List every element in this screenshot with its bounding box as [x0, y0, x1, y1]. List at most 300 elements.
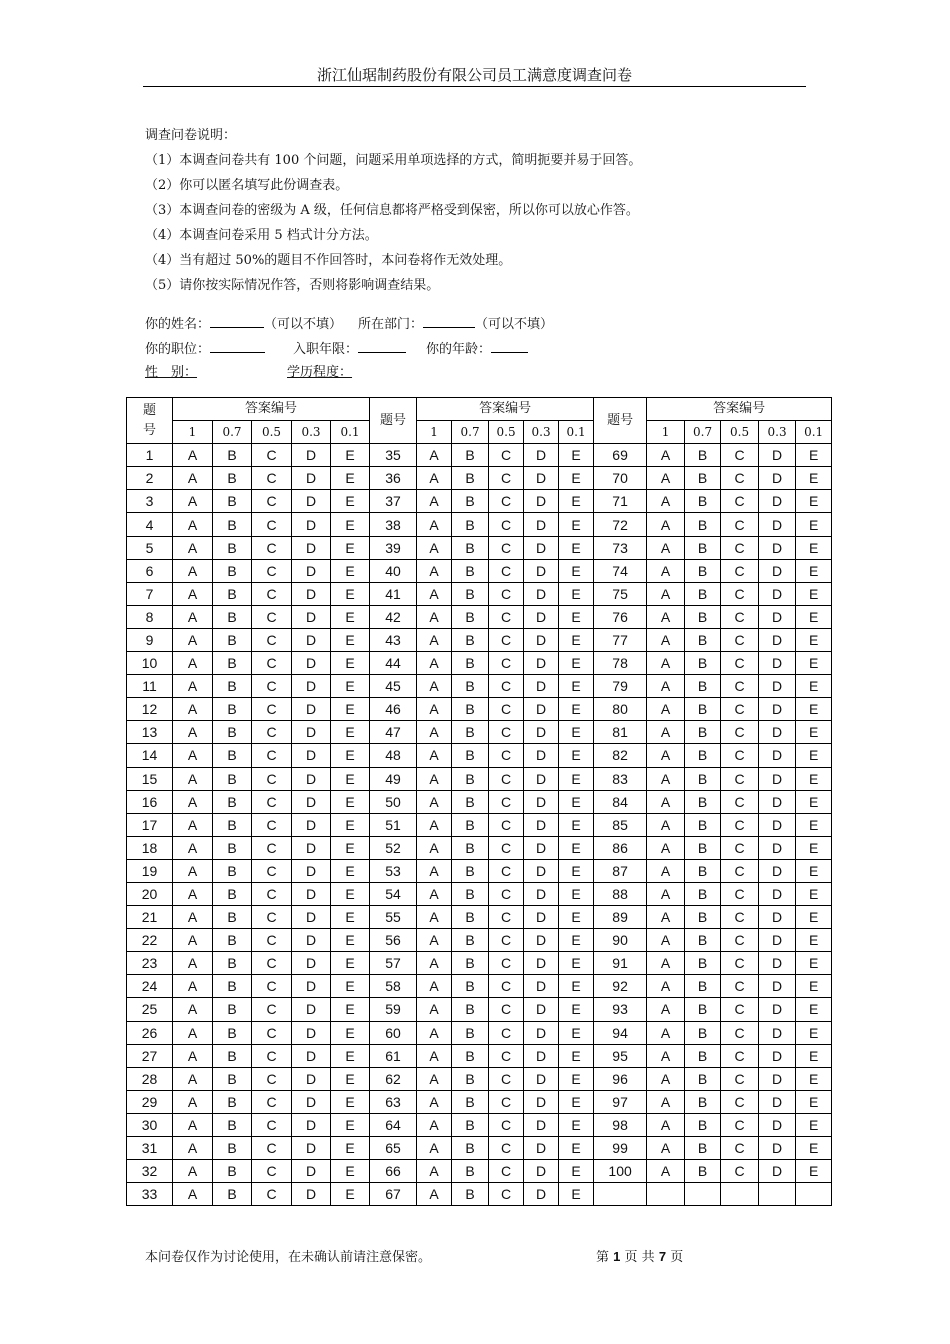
answer-option[interactable]: E: [559, 1137, 594, 1160]
department-field[interactable]: [423, 313, 475, 328]
answer-option[interactable]: B: [685, 1067, 721, 1090]
answer-option[interactable]: E: [796, 859, 832, 882]
answer-option[interactable]: B: [685, 744, 721, 767]
answer-option[interactable]: A: [647, 467, 685, 490]
answer-option[interactable]: A: [173, 813, 213, 836]
answer-option[interactable]: C: [721, 836, 759, 859]
answer-option[interactable]: C: [252, 1044, 292, 1067]
answer-option[interactable]: B: [213, 790, 252, 813]
answer-option[interactable]: D: [759, 490, 796, 513]
answer-option[interactable]: C: [252, 628, 292, 651]
answer-option[interactable]: B: [213, 1090, 252, 1113]
answer-option[interactable]: D: [524, 1137, 559, 1160]
answer-option[interactable]: E: [796, 444, 832, 467]
answer-option[interactable]: D: [292, 628, 331, 651]
answer-option[interactable]: B: [213, 859, 252, 882]
answer-option[interactable]: B: [213, 1044, 252, 1067]
answer-option[interactable]: D: [524, 1183, 559, 1206]
answer-option[interactable]: A: [417, 1021, 452, 1044]
answer-option[interactable]: D: [759, 1044, 796, 1067]
answer-option[interactable]: A: [173, 675, 213, 698]
answer-option[interactable]: B: [213, 929, 252, 952]
answer-option[interactable]: A: [647, 1160, 685, 1183]
answer-option[interactable]: C: [721, 767, 759, 790]
answer-option[interactable]: B: [452, 1090, 489, 1113]
answer-option[interactable]: B: [213, 652, 252, 675]
answer-option[interactable]: A: [173, 929, 213, 952]
answer-option[interactable]: D: [524, 536, 559, 559]
answer-option[interactable]: E: [331, 1067, 370, 1090]
answer-option[interactable]: D: [524, 998, 559, 1021]
answer-option[interactable]: E: [331, 1044, 370, 1067]
answer-option[interactable]: B: [213, 698, 252, 721]
answer-option[interactable]: D: [759, 721, 796, 744]
answer-option[interactable]: A: [647, 998, 685, 1021]
answer-option[interactable]: D: [292, 1183, 331, 1206]
answer-option[interactable]: A: [647, 513, 685, 536]
answer-option[interactable]: D: [759, 652, 796, 675]
answer-option[interactable]: C: [252, 859, 292, 882]
answer-option[interactable]: C: [721, 605, 759, 628]
answer-option[interactable]: A: [647, 790, 685, 813]
answer-option[interactable]: B: [213, 628, 252, 651]
answer-option[interactable]: D: [524, 628, 559, 651]
answer-option[interactable]: C: [489, 1137, 524, 1160]
answer-option[interactable]: C: [489, 467, 524, 490]
answer-option[interactable]: C: [489, 790, 524, 813]
answer-option[interactable]: E: [331, 605, 370, 628]
answer-option[interactable]: A: [173, 975, 213, 998]
answer-option[interactable]: E: [559, 790, 594, 813]
answer-option[interactable]: E: [796, 790, 832, 813]
answer-option[interactable]: E: [331, 675, 370, 698]
answer-option[interactable]: A: [647, 628, 685, 651]
answer-option[interactable]: B: [213, 513, 252, 536]
answer-option[interactable]: C: [252, 813, 292, 836]
answer-option[interactable]: D: [524, 882, 559, 905]
answer-option[interactable]: B: [685, 490, 721, 513]
answer-option[interactable]: C: [489, 444, 524, 467]
answer-option[interactable]: A: [173, 467, 213, 490]
answer-option[interactable]: D: [759, 790, 796, 813]
answer-option[interactable]: D: [524, 952, 559, 975]
answer-option[interactable]: A: [417, 929, 452, 952]
answer-option[interactable]: B: [452, 582, 489, 605]
answer-option[interactable]: A: [417, 467, 452, 490]
answer-option[interactable]: D: [759, 1067, 796, 1090]
answer-option[interactable]: D: [524, 836, 559, 859]
answer-option[interactable]: B: [213, 767, 252, 790]
answer-option[interactable]: D: [292, 975, 331, 998]
answer-option[interactable]: C: [252, 1137, 292, 1160]
answer-option[interactable]: D: [292, 1113, 331, 1136]
name-field[interactable]: [210, 313, 264, 328]
answer-option[interactable]: D: [292, 882, 331, 905]
answer-option[interactable]: C: [489, 906, 524, 929]
answer-option[interactable]: E: [331, 582, 370, 605]
answer-option[interactable]: C: [252, 536, 292, 559]
answer-option[interactable]: D: [524, 467, 559, 490]
answer-option[interactable]: B: [685, 467, 721, 490]
answer-option[interactable]: B: [213, 605, 252, 628]
answer-option[interactable]: D: [759, 559, 796, 582]
answer-option[interactable]: D: [292, 1160, 331, 1183]
answer-option[interactable]: A: [417, 675, 452, 698]
answer-option[interactable]: A: [173, 1021, 213, 1044]
answer-option[interactable]: D: [759, 998, 796, 1021]
answer-option[interactable]: A: [647, 813, 685, 836]
answer-option[interactable]: E: [559, 444, 594, 467]
answer-option[interactable]: E: [331, 536, 370, 559]
answer-option[interactable]: B: [685, 1044, 721, 1067]
answer-option[interactable]: B: [685, 1113, 721, 1136]
answer-option[interactable]: D: [524, 929, 559, 952]
answer-option[interactable]: A: [647, 1137, 685, 1160]
answer-option[interactable]: D: [292, 1137, 331, 1160]
answer-option[interactable]: E: [331, 998, 370, 1021]
answer-option[interactable]: C: [252, 906, 292, 929]
answer-option[interactable]: E: [331, 513, 370, 536]
answer-option[interactable]: C: [721, 1160, 759, 1183]
answer-option[interactable]: B: [452, 836, 489, 859]
answer-option[interactable]: E: [559, 559, 594, 582]
answer-option[interactable]: C: [489, 490, 524, 513]
answer-option[interactable]: D: [759, 536, 796, 559]
answer-option[interactable]: A: [173, 605, 213, 628]
answer-option[interactable]: C: [489, 1067, 524, 1090]
answer-option[interactable]: E: [796, 952, 832, 975]
answer-option[interactable]: C: [252, 444, 292, 467]
answer-option[interactable]: D: [292, 1044, 331, 1067]
answer-option[interactable]: B: [213, 744, 252, 767]
answer-option[interactable]: C: [252, 767, 292, 790]
answer-option[interactable]: C: [252, 652, 292, 675]
answer-option[interactable]: C: [721, 582, 759, 605]
answer-option[interactable]: E: [796, 467, 832, 490]
answer-option[interactable]: C: [252, 582, 292, 605]
answer-option[interactable]: E: [559, 882, 594, 905]
answer-option[interactable]: E: [331, 813, 370, 836]
answer-option[interactable]: E: [796, 1067, 832, 1090]
answer-option[interactable]: B: [685, 859, 721, 882]
answer-option[interactable]: E: [559, 836, 594, 859]
answer-option[interactable]: E: [331, 952, 370, 975]
answer-option[interactable]: A: [417, 652, 452, 675]
answer-option[interactable]: C: [489, 813, 524, 836]
answer-option[interactable]: B: [213, 975, 252, 998]
answer-option[interactable]: D: [759, 467, 796, 490]
answer-option[interactable]: B: [213, 536, 252, 559]
answer-option[interactable]: D: [524, 859, 559, 882]
answer-option[interactable]: B: [452, 1137, 489, 1160]
answer-option[interactable]: B: [685, 836, 721, 859]
answer-option[interactable]: E: [331, 790, 370, 813]
answer-option[interactable]: C: [252, 998, 292, 1021]
answer-option[interactable]: C: [721, 652, 759, 675]
answer-option[interactable]: B: [685, 998, 721, 1021]
answer-option[interactable]: A: [417, 1113, 452, 1136]
answer-option[interactable]: D: [292, 859, 331, 882]
answer-option[interactable]: D: [759, 859, 796, 882]
answer-option[interactable]: A: [173, 1183, 213, 1206]
answer-option[interactable]: C: [721, 698, 759, 721]
answer-option[interactable]: E: [796, 975, 832, 998]
answer-option[interactable]: A: [647, 444, 685, 467]
answer-option[interactable]: C: [252, 605, 292, 628]
answer-option[interactable]: A: [417, 1067, 452, 1090]
answer-option[interactable]: B: [452, 559, 489, 582]
answer-option[interactable]: E: [559, 536, 594, 559]
answer-option[interactable]: A: [647, 490, 685, 513]
answer-option[interactable]: C: [252, 513, 292, 536]
answer-option[interactable]: A: [647, 906, 685, 929]
answer-option[interactable]: A: [647, 836, 685, 859]
answer-option[interactable]: B: [213, 1021, 252, 1044]
answer-option[interactable]: E: [331, 1113, 370, 1136]
answer-option[interactable]: A: [647, 605, 685, 628]
answer-option[interactable]: D: [524, 1113, 559, 1136]
answer-option[interactable]: D: [524, 975, 559, 998]
answer-option[interactable]: A: [173, 1137, 213, 1160]
answer-option[interactable]: B: [452, 744, 489, 767]
answer-option[interactable]: D: [292, 582, 331, 605]
answer-option[interactable]: B: [685, 1090, 721, 1113]
answer-option[interactable]: A: [417, 444, 452, 467]
answer-option[interactable]: A: [173, 1067, 213, 1090]
answer-option[interactable]: A: [173, 790, 213, 813]
answer-option[interactable]: D: [759, 444, 796, 467]
answer-option[interactable]: A: [173, 559, 213, 582]
answer-option[interactable]: B: [452, 721, 489, 744]
answer-option[interactable]: E: [796, 906, 832, 929]
answer-option[interactable]: E: [796, 559, 832, 582]
answer-option[interactable]: A: [173, 836, 213, 859]
answer-option[interactable]: B: [452, 536, 489, 559]
answer-option[interactable]: D: [759, 813, 796, 836]
answer-option[interactable]: D: [759, 975, 796, 998]
answer-option[interactable]: E: [559, 767, 594, 790]
answer-option[interactable]: C: [489, 1021, 524, 1044]
answer-option[interactable]: A: [417, 906, 452, 929]
answer-option[interactable]: D: [524, 652, 559, 675]
answer-option[interactable]: E: [796, 998, 832, 1021]
answer-option[interactable]: D: [524, 744, 559, 767]
answer-option[interactable]: C: [252, 721, 292, 744]
answer-option[interactable]: B: [452, 929, 489, 952]
answer-option[interactable]: D: [292, 836, 331, 859]
answer-option[interactable]: E: [796, 675, 832, 698]
answer-option[interactable]: A: [647, 952, 685, 975]
answer-option[interactable]: D: [292, 721, 331, 744]
answer-option[interactable]: C: [252, 790, 292, 813]
answer-option[interactable]: E: [796, 1044, 832, 1067]
answer-option[interactable]: B: [452, 1183, 489, 1206]
answer-option[interactable]: C: [489, 698, 524, 721]
answer-option[interactable]: D: [292, 675, 331, 698]
answer-option[interactable]: E: [796, 698, 832, 721]
answer-option[interactable]: B: [452, 790, 489, 813]
answer-option[interactable]: D: [759, 836, 796, 859]
answer-option[interactable]: D: [524, 1090, 559, 1113]
answer-option[interactable]: B: [452, 698, 489, 721]
answer-option[interactable]: B: [452, 1160, 489, 1183]
answer-option[interactable]: A: [417, 698, 452, 721]
answer-option[interactable]: A: [647, 721, 685, 744]
answer-option[interactable]: D: [292, 767, 331, 790]
answer-option[interactable]: E: [331, 490, 370, 513]
answer-option[interactable]: C: [252, 744, 292, 767]
answer-option[interactable]: A: [647, 1044, 685, 1067]
answer-option[interactable]: C: [721, 859, 759, 882]
answer-option[interactable]: C: [721, 513, 759, 536]
answer-option[interactable]: B: [213, 444, 252, 467]
answer-option[interactable]: E: [559, 952, 594, 975]
answer-option[interactable]: B: [685, 652, 721, 675]
answer-option[interactable]: E: [331, 652, 370, 675]
answer-option[interactable]: B: [213, 721, 252, 744]
answer-option[interactable]: D: [759, 744, 796, 767]
answer-option[interactable]: C: [489, 882, 524, 905]
answer-option[interactable]: D: [524, 906, 559, 929]
answer-option[interactable]: A: [173, 536, 213, 559]
answer-option[interactable]: E: [331, 559, 370, 582]
answer-option[interactable]: C: [489, 1160, 524, 1183]
answer-option[interactable]: C: [721, 675, 759, 698]
answer-option[interactable]: A: [417, 836, 452, 859]
answer-option[interactable]: A: [417, 1160, 452, 1183]
answer-option[interactable]: B: [685, 559, 721, 582]
answer-option[interactable]: B: [685, 675, 721, 698]
answer-option[interactable]: B: [452, 675, 489, 698]
answer-option[interactable]: D: [759, 675, 796, 698]
answer-option[interactable]: C: [489, 859, 524, 882]
answer-option[interactable]: E: [331, 929, 370, 952]
answer-option[interactable]: C: [721, 998, 759, 1021]
answer-option[interactable]: E: [796, 582, 832, 605]
answer-option[interactable]: A: [647, 1113, 685, 1136]
answer-option[interactable]: D: [759, 1021, 796, 1044]
answer-option[interactable]: E: [796, 513, 832, 536]
answer-option[interactable]: E: [796, 744, 832, 767]
answer-option[interactable]: C: [252, 1160, 292, 1183]
answer-option[interactable]: B: [685, 513, 721, 536]
answer-option[interactable]: C: [721, 790, 759, 813]
answer-option[interactable]: C: [721, 467, 759, 490]
answer-option[interactable]: A: [173, 1113, 213, 1136]
answer-option[interactable]: B: [685, 628, 721, 651]
answer-option[interactable]: B: [452, 490, 489, 513]
answer-option[interactable]: D: [524, 513, 559, 536]
answer-option[interactable]: E: [796, 767, 832, 790]
answer-option[interactable]: E: [559, 467, 594, 490]
answer-option[interactable]: E: [331, 975, 370, 998]
answer-option[interactable]: B: [452, 813, 489, 836]
answer-option[interactable]: E: [331, 467, 370, 490]
answer-option[interactable]: B: [685, 444, 721, 467]
answer-option[interactable]: A: [173, 490, 213, 513]
answer-option[interactable]: E: [331, 1183, 370, 1206]
answer-option[interactable]: B: [213, 1067, 252, 1090]
answer-option[interactable]: C: [721, 744, 759, 767]
answer-option[interactable]: D: [292, 605, 331, 628]
answer-option[interactable]: D: [759, 767, 796, 790]
answer-option[interactable]: D: [292, 490, 331, 513]
answer-option[interactable]: D: [759, 906, 796, 929]
answer-option[interactable]: E: [796, 1160, 832, 1183]
answer-option[interactable]: B: [213, 836, 252, 859]
answer-option[interactable]: A: [173, 767, 213, 790]
answer-option[interactable]: C: [721, 1067, 759, 1090]
answer-option[interactable]: A: [647, 698, 685, 721]
answer-option[interactable]: C: [252, 836, 292, 859]
answer-option[interactable]: E: [331, 836, 370, 859]
answer-option[interactable]: D: [292, 790, 331, 813]
answer-option[interactable]: C: [721, 559, 759, 582]
answer-option[interactable]: B: [213, 559, 252, 582]
answer-option[interactable]: E: [796, 490, 832, 513]
answer-option[interactable]: D: [524, 813, 559, 836]
answer-option[interactable]: E: [559, 1067, 594, 1090]
answer-option[interactable]: E: [331, 1021, 370, 1044]
answer-option[interactable]: E: [559, 605, 594, 628]
answer-option[interactable]: C: [489, 721, 524, 744]
answer-option[interactable]: A: [647, 1067, 685, 1090]
answer-option[interactable]: B: [213, 675, 252, 698]
answer-option[interactable]: C: [489, 929, 524, 952]
answer-option[interactable]: A: [417, 536, 452, 559]
answer-option[interactable]: D: [759, 1113, 796, 1136]
answer-option[interactable]: A: [173, 998, 213, 1021]
answer-option[interactable]: A: [173, 1160, 213, 1183]
answer-option[interactable]: E: [559, 1021, 594, 1044]
answer-option[interactable]: A: [647, 744, 685, 767]
answer-option[interactable]: C: [489, 1113, 524, 1136]
answer-option[interactable]: D: [292, 513, 331, 536]
answer-option[interactable]: E: [331, 1160, 370, 1183]
answer-option[interactable]: A: [173, 652, 213, 675]
answer-option[interactable]: D: [292, 998, 331, 1021]
answer-option[interactable]: D: [292, 698, 331, 721]
answer-option[interactable]: B: [685, 698, 721, 721]
answer-option[interactable]: C: [489, 744, 524, 767]
answer-option[interactable]: A: [417, 744, 452, 767]
answer-option[interactable]: B: [452, 628, 489, 651]
answer-option[interactable]: C: [721, 444, 759, 467]
answer-option[interactable]: A: [417, 859, 452, 882]
answer-option[interactable]: E: [331, 628, 370, 651]
answer-option[interactable]: B: [213, 582, 252, 605]
answer-option[interactable]: D: [759, 1160, 796, 1183]
answer-option[interactable]: E: [796, 605, 832, 628]
answer-option[interactable]: B: [452, 906, 489, 929]
answer-option[interactable]: E: [331, 906, 370, 929]
answer-option[interactable]: E: [331, 882, 370, 905]
answer-option[interactable]: E: [796, 813, 832, 836]
answer-option[interactable]: C: [489, 836, 524, 859]
answer-option[interactable]: D: [292, 1021, 331, 1044]
answer-option[interactable]: C: [721, 813, 759, 836]
answer-option[interactable]: E: [331, 721, 370, 744]
answer-option[interactable]: A: [417, 790, 452, 813]
answer-option[interactable]: C: [721, 906, 759, 929]
answer-option[interactable]: D: [292, 813, 331, 836]
answer-option[interactable]: B: [685, 1137, 721, 1160]
answer-option[interactable]: D: [292, 1067, 331, 1090]
answer-option[interactable]: D: [292, 652, 331, 675]
answer-option[interactable]: D: [524, 490, 559, 513]
answer-option[interactable]: C: [252, 1090, 292, 1113]
answer-option[interactable]: D: [524, 1160, 559, 1183]
